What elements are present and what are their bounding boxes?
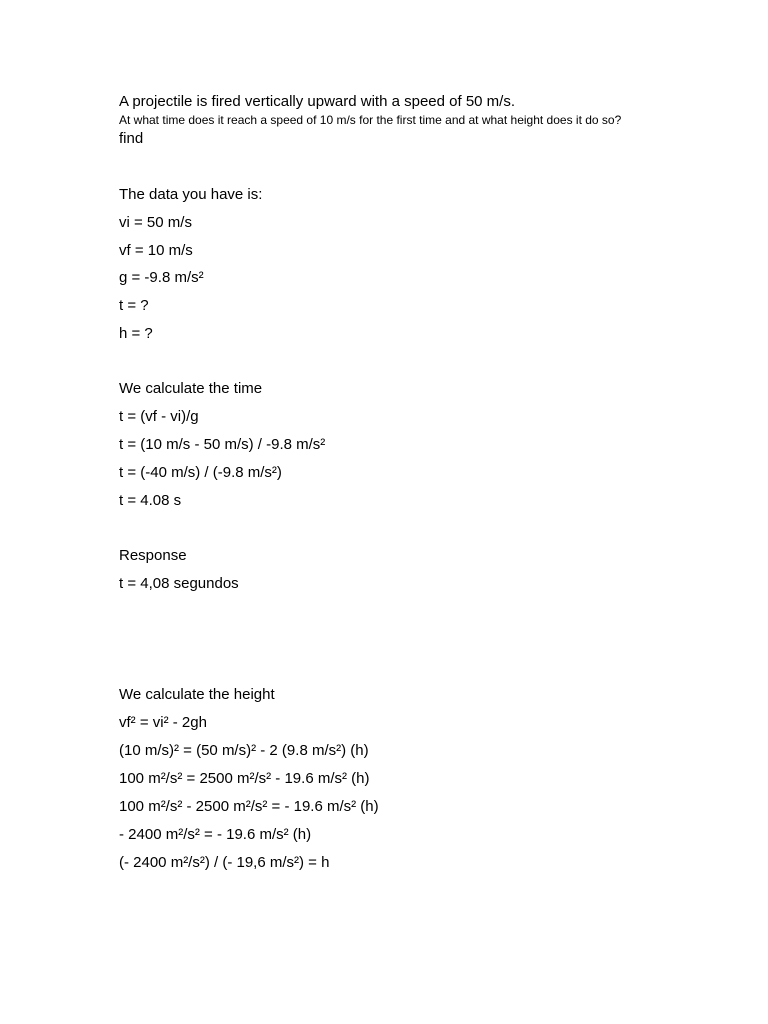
data-item-h: h = ? [119,325,153,342]
data-item-g: g = -9.8 m/s² [119,269,204,286]
time-step-substitution: t = (10 m/s - 50 m/s) / -9.8 m/s² [119,436,326,453]
time-step-formula: t = (vf - vi)/g [119,408,199,425]
time-heading: We calculate the time [119,380,263,397]
height-step-formula: vf² = vi² - 2gh [119,714,207,731]
time-step-simplified: t = (-40 m/s) / (-9.8 m/s²) [119,464,282,481]
height-step-combined: - 2400 m²/s² = - 19.6 m/s² (h) [119,826,312,843]
height-step-rearranged: 100 m²/s² - 2500 m²/s² = - 19.6 m/s² (h) [119,798,379,815]
data-item-vf: vf = 10 m/s [119,242,193,259]
problem-question: At what time does it reach a speed of 10 m/s for the first time and at what height does it do so? [119,113,622,127]
find-label: find [119,130,144,147]
response-heading: Response [119,547,187,564]
height-step-substitution: (10 m/s)² = (50 m/s)² - 2 (9.8 m/s²) (h) [119,742,369,759]
height-step-squared: 100 m²/s² = 2500 m²/s² - 19.6 m/s² (h) [119,770,370,787]
data-item-vi: vi = 50 m/s [119,214,192,231]
problem-statement: A projectile is fired vertically upward with a speed of 50 m/s. [119,93,516,110]
response-answer: t = 4,08 segundos [119,575,239,592]
time-step-result: t = 4.08 s [119,492,182,509]
data-heading: The data you have is: [119,186,263,203]
height-step-solve: (- 2400 m²/s²) / (- 19,6 m/s²) = h [119,854,330,871]
data-item-t: t = ? [119,297,149,314]
height-heading: We calculate the height [119,686,275,703]
